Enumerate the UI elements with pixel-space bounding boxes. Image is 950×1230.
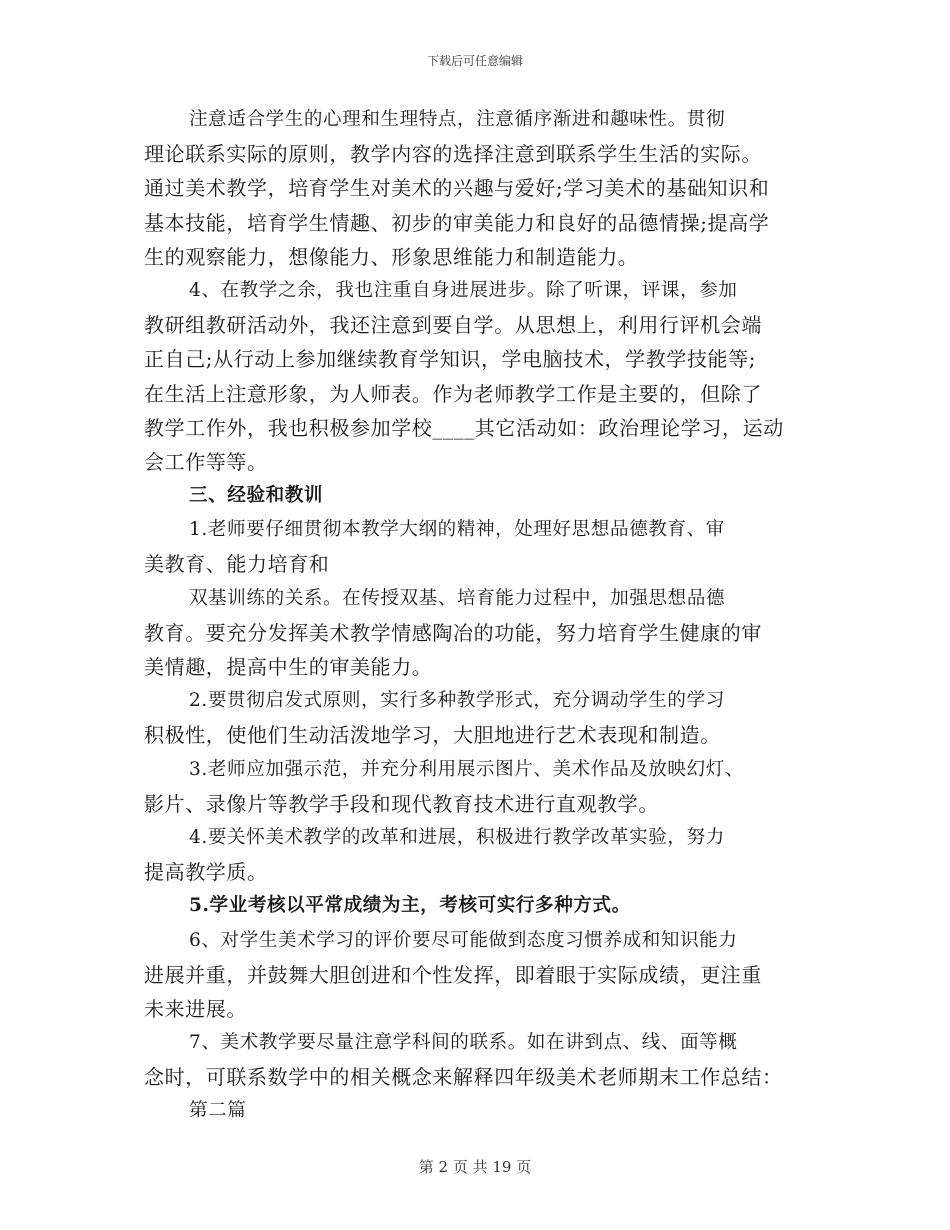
text-line: 理论联系实际的原则，教学内容的选择注意到联系学生生活的实际。 [144, 142, 762, 167]
text-line: 进展并重，并鼓舞大胆创进和个性发挥，即着眼于实际成绩，更注重 [144, 962, 762, 987]
text-line: 教研组教研活动外，我还注意到要自学。从思想上，利用行评机会端 [144, 313, 762, 338]
text-line: 通过美术教学，培育学生对美术的兴趣与爱好;学习美术的基础知识和 [144, 176, 770, 201]
text-line: 7、美术教学要尽量注意学科间的联系。如在讲到点、线、面等概 [189, 1032, 738, 1054]
text-line: 4、在教学之余，我也注重自身进展进步。除了听课，评课，参加 [189, 279, 738, 301]
text-line: 影片、录像片等教学手段和现代教育技术进行直观教学。 [144, 791, 659, 816]
text-line: 基本技能，培育学生情趣、初步的审美能力和良好的品德情操;提高学 [144, 210, 770, 235]
text-line: 会工作等等。 [144, 449, 268, 474]
document-body [144, 103, 809, 1129]
text-line: 双基训练的关系。在传授双基、培育能力过程中，加强思想品德 [189, 587, 726, 609]
text-line: 在生活上注意形象，为人师表。作为老师教学工作是主要的，但除了 [144, 381, 762, 406]
text-line: 提高教学质。 [144, 860, 268, 885]
text-line: 念时，可联系数学中的相关概念来解释四年级美术老师期末工作总结： [144, 1065, 783, 1090]
text-line: 6、对学生美术学习的评价要尽可能做到态度习惯养成和知识能力 [189, 929, 738, 951]
text-line: 生的观察能力，想像能力、形象思维能力和制造能力。 [144, 244, 639, 269]
page-footer: 第 2 页 共 19 页 [418, 1158, 532, 1176]
text-line: 1.老师要仔细贯彻本教学大纲的精神，处理好思想品德教育、审 [189, 519, 725, 541]
text-line: 2.要贯彻启发式原则，实行多种教学形式，充分调动学生的学习 [189, 690, 725, 712]
text-line: 未来进展。 [144, 996, 247, 1021]
text-line: 美教育、能力培育和 [144, 552, 330, 577]
section-heading-line: 5.学业考核以平常成绩为主，考核可实行多种方式。 [189, 895, 631, 917]
section-heading-line: 三、经验和教训 [189, 485, 324, 507]
text-line: 积极性，使他们生动活泼地学习，大胆地进行艺术表现和制造。 [144, 723, 721, 748]
text-line: 美情趣，提高中生的审美能力。 [144, 655, 433, 679]
page-header: 下载后可任意编辑 [426, 54, 523, 68]
text-line: 注意适合学生的心理和生理特点，注意循序渐进和趣味性。贯彻 [189, 109, 726, 130]
text-line: 4.要关怀美术教学的改革和进展，积极进行教学改革实验，努力 [189, 826, 725, 848]
text-line: 教育。要充分发挥美术教学情感陶冶的功能，努力培育学生健康的审 [144, 620, 762, 645]
text-line: 正自己;从行动上参加继续教育学知识，学电脑技术，学教学技能等; [144, 347, 757, 372]
text-line: 3.老师应加强示范，并充分利用展示图片、美术作品及放映幻灯、 [189, 758, 745, 780]
text-line: 教学工作外，我也积极参加学校____其它活动如：政治理论学习，运动 [144, 415, 784, 440]
text-line: 第二篇 [189, 1100, 247, 1122]
